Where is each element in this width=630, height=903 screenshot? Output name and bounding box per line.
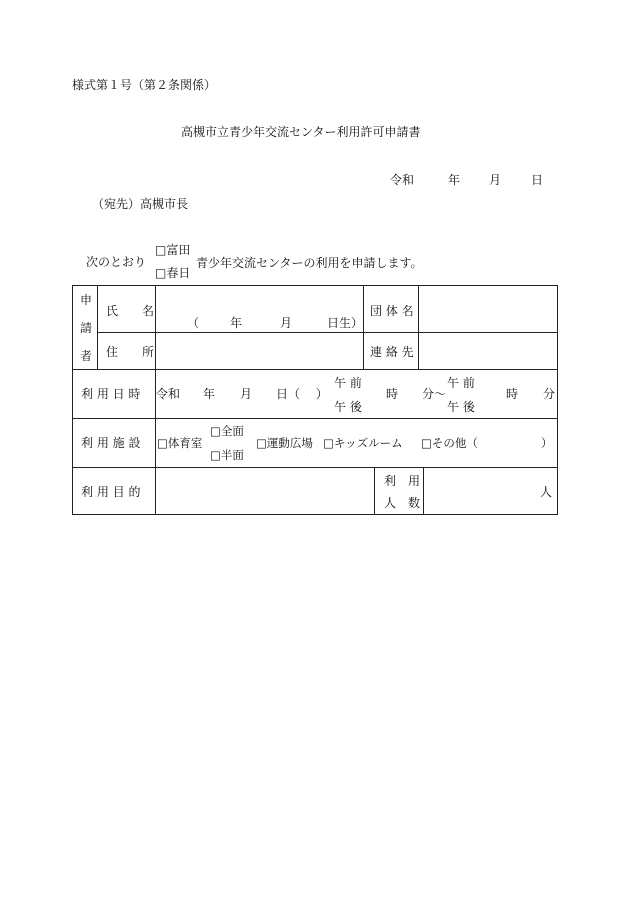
address-label: 住 所 — [106, 345, 155, 359]
applicant-label-3: 者 — [80, 349, 93, 363]
intro-prefix: 次のとおり — [86, 255, 147, 269]
addressee: （宛先）高槻市長 — [92, 197, 189, 211]
applicant-label-2: 請 — [80, 321, 93, 335]
other-close-paren: ） — [541, 436, 553, 450]
date-day: 日 — [531, 173, 544, 187]
other-checkbox[interactable]: □その他（ — [421, 436, 478, 450]
table-line-users-col — [374, 467, 375, 515]
users-count-field[interactable] — [424, 468, 557, 514]
group-name-field[interactable] — [419, 286, 557, 332]
gym-half-checkbox[interactable]: □半面 — [210, 448, 244, 462]
birth-day: 日生） — [327, 316, 364, 330]
table-line-date — [72, 418, 558, 419]
table-line-applicant — [72, 369, 558, 370]
usage-date-year: 年 — [203, 387, 216, 401]
form-number: 様式第１号（第２条関係） — [72, 78, 217, 92]
name-label: 氏 名 — [106, 304, 155, 318]
users-unit: 人 — [540, 485, 553, 499]
table-border-left — [72, 285, 73, 515]
birth-year: 年 — [230, 316, 243, 330]
usage-datetime-label: 利 用 日 時 — [81, 387, 141, 401]
applicant-label-1: 申 — [80, 293, 93, 307]
birth-open: （ — [187, 316, 200, 330]
table-border-bottom — [72, 514, 558, 515]
users-label-1: 利 用 — [384, 474, 421, 488]
contact-field[interactable] — [419, 333, 557, 369]
usage-date-era: 令和 — [156, 387, 181, 401]
group-name-label: 団 体 名 — [370, 304, 414, 318]
users-label-2: 人 数 — [384, 496, 421, 510]
end-minute-label: 分 — [543, 387, 556, 401]
facility-label: 利 用 施 設 — [81, 436, 141, 450]
start-hour-label: 時 — [386, 387, 399, 401]
gym-full-checkbox[interactable]: □全面 — [210, 424, 244, 438]
table-border-right — [557, 285, 558, 515]
end-pm-checkbox[interactable]: 午 後 — [447, 400, 475, 414]
kids-room-checkbox[interactable]: □キッズルーム — [323, 436, 403, 450]
start-pm-checkbox[interactable]: 午 後 — [334, 400, 362, 414]
contact-label: 連 絡 先 — [370, 345, 414, 359]
usage-date-month: 月 — [240, 387, 253, 401]
usage-date-day: 日（ ） — [276, 387, 328, 401]
option-tonda-checkbox[interactable]: □富田 — [155, 243, 191, 257]
date-era: 令和 — [390, 173, 415, 187]
table-line-applicant-col — [97, 285, 98, 369]
ground-checkbox[interactable]: □運動広場 — [256, 436, 313, 450]
purpose-field[interactable] — [156, 468, 373, 514]
end-am-checkbox[interactable]: 午 前 — [447, 376, 475, 390]
end-hour-label: 時 — [506, 387, 519, 401]
start-minute-tilde: 分〜 — [422, 387, 447, 401]
birth-month: 月 — [280, 316, 293, 330]
date-year: 年 — [448, 173, 461, 187]
form-title: 高槻市立青少年交流センター利用許可申請書 — [181, 125, 421, 139]
intro-suffix: 青少年交流センターの利用を申請します。 — [196, 256, 423, 270]
gym-checkbox[interactable]: □体育室 — [157, 436, 203, 450]
purpose-label: 利 用 目 的 — [81, 485, 141, 499]
start-am-checkbox[interactable]: 午 前 — [334, 376, 362, 390]
option-kasuga-checkbox[interactable]: □春日 — [155, 266, 191, 280]
date-month: 月 — [489, 173, 502, 187]
address-field[interactable] — [156, 333, 362, 369]
table-line-group-col — [363, 285, 364, 369]
